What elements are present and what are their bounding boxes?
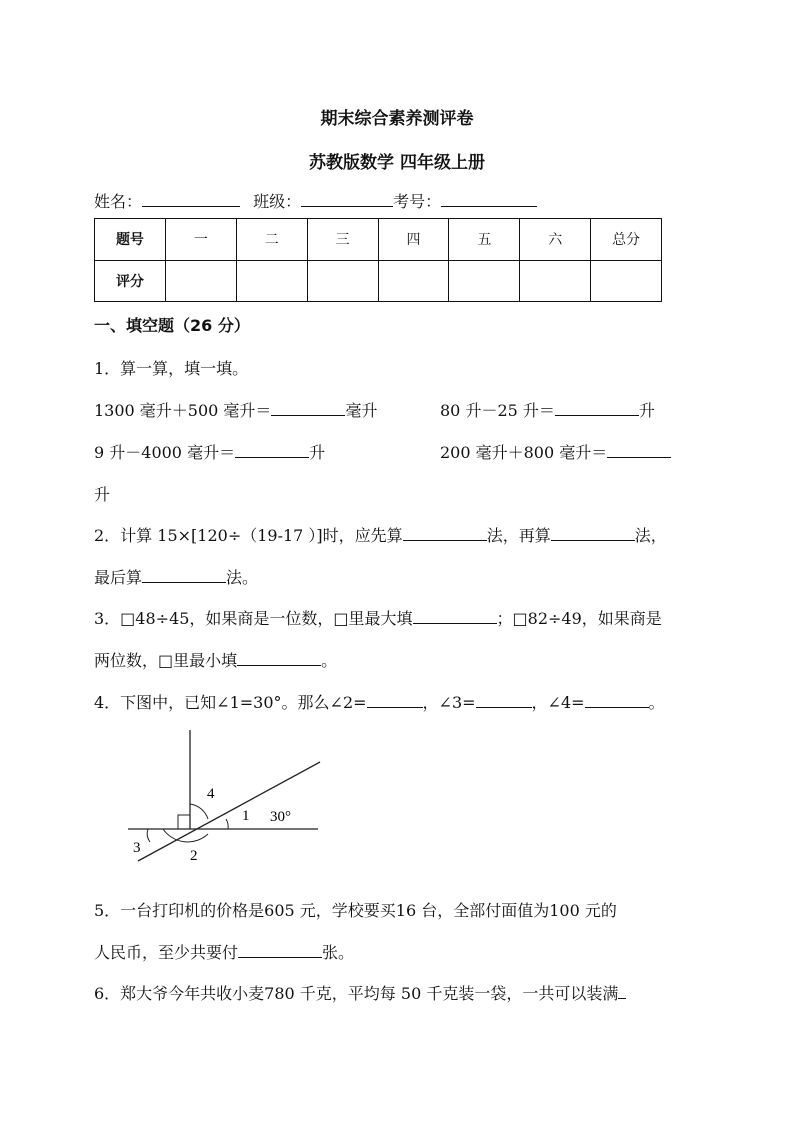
q5-line1: 5．一台打印机的价格是605 元，学校要买16 台，全部付面值为100 元的 [94,901,617,920]
q1d-text: 200 毫升＋800 毫升＝ [440,443,608,462]
score-header-cell: 四 [378,219,449,261]
score-table [94,218,662,302]
q1c-unit: 升 [309,443,326,462]
q2-blank-1[interactable] [403,523,487,541]
q1-item-b [440,398,655,421]
score-cell[interactable] [165,260,236,302]
q5-line2 [94,940,354,963]
score-table-header-row [95,219,662,261]
angle-30-label: 30° [270,809,291,825]
q4-text: 4．下图中，已知∠1=30°。那么∠2= [94,693,367,712]
student-info-line [94,189,537,212]
number-label: 考号： [393,192,442,211]
q2-blank-3[interactable] [142,565,226,583]
name-label: 姓名： [94,192,143,211]
score-row-label: 评分 [95,260,166,302]
score-cell[interactable] [236,260,307,302]
q1-item-a [94,398,377,421]
score-table-score-row [95,260,662,302]
q1-item-c [94,440,325,463]
q6-line1 [94,981,626,1004]
angle-2-label: 2 [190,848,198,864]
q1c-blank[interactable] [235,440,309,458]
q1c-text: 9 升－4000 毫升＝ [94,443,236,462]
score-header-cell: 一 [165,219,236,261]
q1-item-d [440,440,671,463]
q5-line2-post: 张。 [322,943,355,962]
q2-blank-2[interactable] [551,523,635,541]
q3-blank-2[interactable] [237,648,321,666]
q6-text: 6．郑大爷今年共收小麦780 千克，平均每 50 千克装一袋，一共可以装满 [94,984,619,1003]
q1a-unit: 毫升 [345,401,378,420]
exam-title: 期末综合素养测评卷 [320,109,474,129]
q5-blank[interactable] [238,940,322,958]
q4-blank-angle2[interactable] [367,690,423,708]
angle-1-label: 1 [242,808,250,824]
q2-line2 [94,565,258,588]
score-cell[interactable] [378,260,449,302]
angle-3-label: 3 [133,840,141,856]
q2-text: 2．计算 15×[120÷（19-17 ）]时，应先算 [94,526,403,545]
q4-blank-angle3[interactable] [476,690,532,708]
score-header-cell: 六 [520,219,591,261]
q3-line2-post: 。 [321,651,338,670]
score-header-cell: 五 [449,219,520,261]
q4-mid1: ，∠3= [422,693,476,712]
q4-post: 。 [648,693,665,712]
q2-post: 法， [634,526,667,545]
q3-line1 [94,606,662,629]
slanted-line [138,762,320,861]
q2-line1 [94,523,667,546]
q1b-text: 80 升－25 升＝ [440,401,555,420]
q3-mid: ；□82÷49，如果商是 [496,609,662,628]
q4-blank-angle4[interactable] [585,690,649,708]
q1b-blank[interactable] [555,398,639,416]
q3-text: 3．□48÷45，如果商是一位数，□里最大填 [94,609,413,628]
q1-stem: 1．算一算，填一填。 [94,359,249,378]
q1a-text: 1300 毫升＋500 毫升＝ [94,401,272,420]
section-1-title: 一、填空题（26 分） [94,316,250,335]
q4-mid2: ，∠4= [531,693,585,712]
class-label: 班级： [253,192,302,211]
name-blank[interactable] [142,189,240,207]
q1d-blank[interactable] [607,440,671,458]
q6-blank[interactable] [618,981,626,999]
q3-line2 [94,648,337,671]
angle-3-arc [147,829,150,842]
angle-1-arc [226,819,228,829]
class-blank[interactable] [301,189,393,207]
q1d-unit: 升 [94,485,111,504]
number-blank[interactable] [441,189,537,207]
q2-mid: 法，再算 [486,526,551,545]
angle-4-label: 4 [207,786,215,802]
score-header-cell: 二 [236,219,307,261]
score-cell[interactable] [591,260,662,302]
score-header-cell: 三 [307,219,378,261]
angle-figure [118,724,328,874]
q2-line2-post: 法。 [226,568,259,587]
q2-line2-text: 最后算 [94,568,143,587]
score-header-cell: 总分 [591,219,662,261]
q1a-blank[interactable] [271,398,345,416]
q3-line2-text: 两位数，□里最小填 [94,651,238,670]
score-header-cell: 题号 [95,219,166,261]
score-cell[interactable] [449,260,520,302]
exam-subtitle: 苏教版数学 四年级上册 [309,153,485,173]
score-cell[interactable] [307,260,378,302]
right-angle-mark [178,815,190,829]
q3-blank-1[interactable] [413,606,497,624]
score-cell[interactable] [520,260,591,302]
q4-line [94,690,665,713]
q5-line2-text: 人民币，至少共要付 [94,943,239,962]
angle-4-arc [190,804,208,819]
q1b-unit: 升 [638,401,655,420]
